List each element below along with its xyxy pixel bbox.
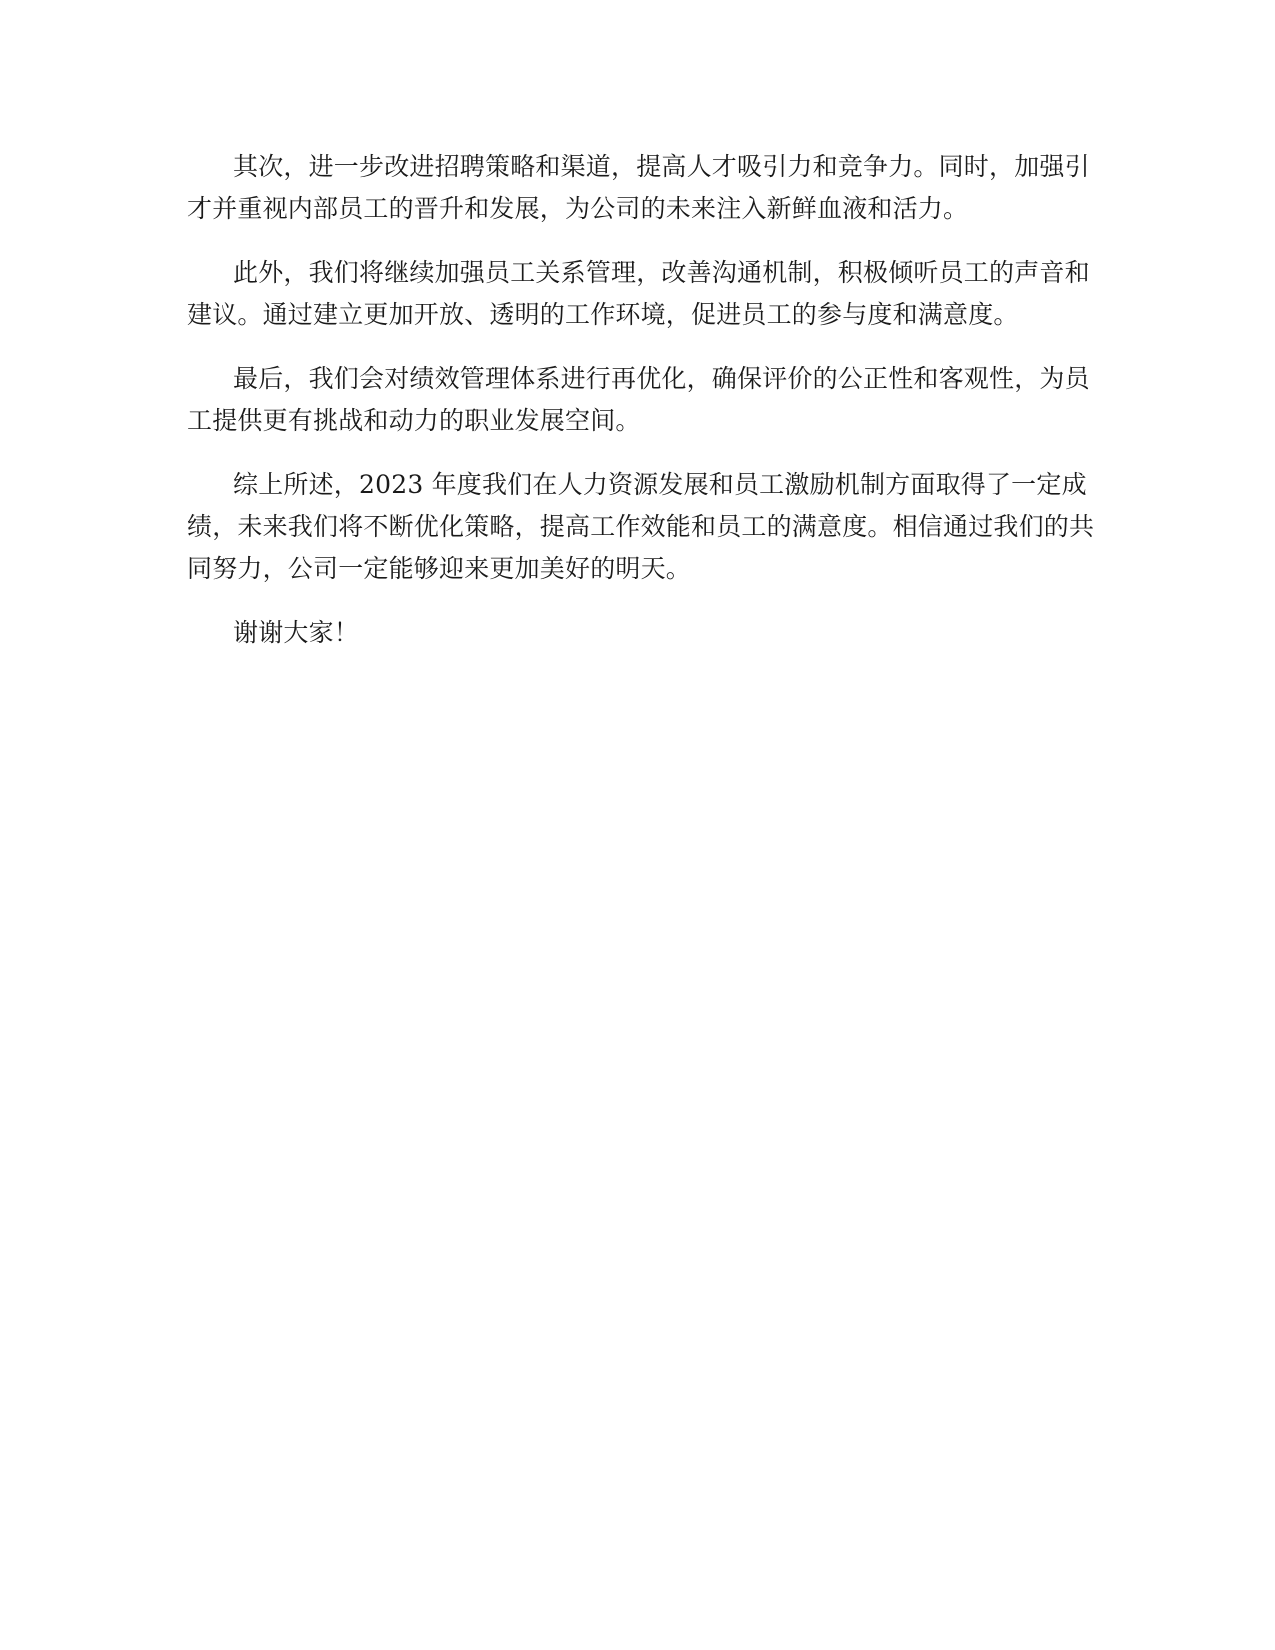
paragraph-line: 才并重视内部员工的晋升和发展，为公司的未来注入新鲜血液和活力。 (187, 194, 969, 223)
paragraph-line: 其次，进一步改进招聘策略和渠道，提高人才吸引力和竞争力。同时，加强引 (233, 152, 1090, 181)
paragraph-summary (187, 464, 1095, 590)
paragraph-performance (187, 358, 1089, 442)
document-body (187, 146, 1095, 676)
paragraph-line: 综上所述，2023 年度我们在人力资源发展和员工激励机制方面取得了一定成 (233, 470, 1087, 499)
paragraph-line: 绩，未来我们将不断优化策略，提高工作效能和员工的满意度。相信通过我们的共 (187, 512, 1095, 541)
paragraph-line: 谢谢大家！ (233, 618, 360, 647)
paragraph-line: 此外，我们将继续加强员工关系管理，改善沟通机制，积极倾听员工的声音和 (233, 258, 1090, 287)
paragraph-employee-relations (187, 252, 1089, 336)
paragraph-closing (187, 612, 1089, 654)
paragraph-line: 最后，我们会对绩效管理体系进行再优化，确保评价的公正性和客观性，为员 (233, 364, 1090, 393)
paragraph-recruitment (187, 146, 1089, 230)
paragraph-line: 建议。通过建立更加开放、透明的工作环境，促进员工的参与度和满意度。 (187, 300, 1019, 329)
paragraph-line: 工提供更有挑战和动力的职业发展空间。 (187, 406, 641, 435)
paragraph-line: 同努力，公司一定能够迎来更加美好的明天。 (187, 554, 692, 583)
